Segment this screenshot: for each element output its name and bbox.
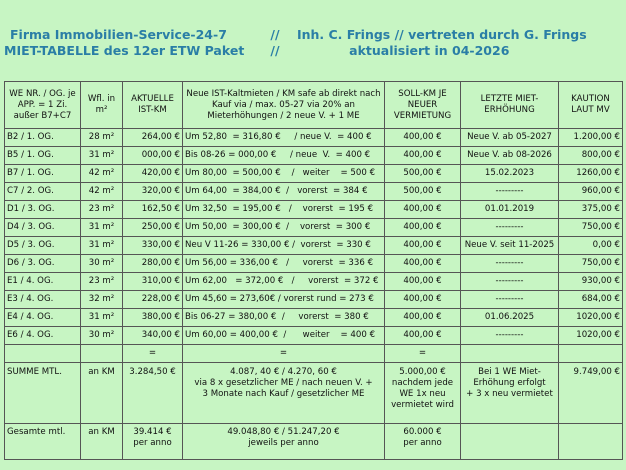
- col-header-current-rent: AKTUELLE IST-KM: [123, 82, 183, 129]
- cell-unit: C7 / 2. OG.: [5, 183, 81, 201]
- cell-unit: B5 / 1. OG.: [5, 147, 81, 165]
- cell-last-increase: ---------: [461, 273, 559, 291]
- cell-deposit: 0,00 €: [559, 237, 623, 255]
- cell-new-rent: Um 45,60 = 273,60€ / vorerst rund = 273 €: [183, 291, 385, 309]
- cell-area: 31 m²: [81, 309, 123, 327]
- cell-target-rent: 400,00 €: [385, 219, 461, 237]
- cell-deposit: 1020,00 €: [559, 309, 623, 327]
- cell-new-rent: Um 62,00 = 372,00 € / vorerst = 372 €: [183, 273, 385, 291]
- cell-area: 30 m²: [81, 327, 123, 345]
- cell-last-increase: 15.02.2023: [461, 165, 559, 183]
- cell-target-rent: 500,00 €: [385, 183, 461, 201]
- cell-last-increase: Neue V. ab 08-2026: [461, 147, 559, 165]
- col-header-area: Wfl. in m²: [81, 82, 123, 129]
- cell-new-rent: Um 52,80 = 316,80 € / neue V. = 400 €: [183, 129, 385, 147]
- cell-new-rent: Um 80,00 = 500,00 € / weiter = 500 €: [183, 165, 385, 183]
- cell-unit: B7 / 1. OG.: [5, 165, 81, 183]
- summary-label: SUMME MTL.: [5, 363, 81, 424]
- cell-deposit: 800,00 €: [559, 147, 623, 165]
- cell-unit: D1 / 3. OG.: [5, 201, 81, 219]
- cell-new-rent: Um 64,00 = 384,00 € / vorerst = 384 €: [183, 183, 385, 201]
- header-line-title: MIET-TABELLE des 12er ETW Paket // aktualisiert in 04-2026: [4, 43, 510, 58]
- cell-target-rent: 400,00 €: [385, 327, 461, 345]
- cell-current-rent: 264,00 €: [123, 129, 183, 147]
- table-row: [5, 291, 623, 309]
- cell-deposit: 960,00 €: [559, 183, 623, 201]
- cell-area: 42 m²: [81, 183, 123, 201]
- cell-target-rent: 400,00 €: [385, 201, 461, 219]
- cell-deposit: 1.200,00 €: [559, 129, 623, 147]
- rent-table: [4, 81, 623, 460]
- table-row: [5, 201, 623, 219]
- cell-area: 23 m²: [81, 273, 123, 291]
- cell-target-rent: 400,00 €: [385, 291, 461, 309]
- cell-deposit: 1260,00 €: [559, 165, 623, 183]
- cell-target-rent: 400,00 €: [385, 255, 461, 273]
- cell-current-rent: 228,00 €: [123, 291, 183, 309]
- cell-new-rent: Um 60,00 = 400,00 € / weiter = 400 €: [183, 327, 385, 345]
- cell-area: 31 m²: [81, 219, 123, 237]
- cell-last-increase: ---------: [461, 291, 559, 309]
- cell-last-increase: 01.01.2019: [461, 201, 559, 219]
- cell-current-rent: 280,00 €: [123, 255, 183, 273]
- cell-deposit: 1020,00 €: [559, 327, 623, 345]
- col-header-unit: WE NR. / OG. je APP. = 1 Zi. außer B7+C7: [5, 82, 81, 129]
- table-row: [5, 273, 623, 291]
- empty-cell: [81, 345, 123, 363]
- cell-area: 42 m²: [81, 165, 123, 183]
- equals-row: [5, 345, 623, 363]
- cell-new-rent: Um 32,50 = 195,00 € / vorerst = 195 €: [183, 201, 385, 219]
- summary-label: Gesamte mtl.: [5, 424, 81, 460]
- cell-unit: E3 / 4. OG.: [5, 291, 81, 309]
- cell-current-rent: 320,00 €: [123, 183, 183, 201]
- cell-new-rent: Bis 06-27 = 380,00 € / vorerst = 380 €: [183, 309, 385, 327]
- cell-target-rent: 500,00 €: [385, 165, 461, 183]
- cell-area: 30 m²: [81, 255, 123, 273]
- summary-current-rent: 3.284,50 €: [123, 363, 183, 424]
- cell-last-increase: ---------: [461, 327, 559, 345]
- cell-current-rent: 330,00 €: [123, 237, 183, 255]
- cell-area: 32 m²: [81, 291, 123, 309]
- cell-unit: D4 / 3. OG.: [5, 219, 81, 237]
- table-row: [5, 255, 623, 273]
- table-row: [5, 309, 623, 327]
- cell-unit: E1 / 4. OG.: [5, 273, 81, 291]
- cell-current-rent: 340,00 €: [123, 327, 183, 345]
- cell-unit: E4 / 4. OG.: [5, 309, 81, 327]
- cell-deposit: 375,00 €: [559, 201, 623, 219]
- summary-deposit: 9.749,00 €: [559, 363, 623, 424]
- cell-unit: D5 / 3. OG.: [5, 237, 81, 255]
- cell-last-increase: ---------: [461, 219, 559, 237]
- cell-new-rent: Bis 08-26 = 000,00 € / neue V. = 400 €: [183, 147, 385, 165]
- summary-deposit: [559, 424, 623, 460]
- cell-current-rent: 000,00 €: [123, 147, 183, 165]
- cell-unit: E6 / 4. OG.: [5, 327, 81, 345]
- table-row: [5, 147, 623, 165]
- cell-deposit: 930,00 €: [559, 273, 623, 291]
- cell-current-rent: 162,50 €: [123, 201, 183, 219]
- cell-current-rent: 420,00 €: [123, 165, 183, 183]
- summary-new-rent: 4.087, 40 € / 4.270, 60 € via 8 x gesetzlicher ME / nach neuen V. + 3 Monate nach Kauf / gesetzlicher ME: [183, 363, 385, 424]
- summary-unit: an KM: [81, 363, 123, 424]
- cell-current-rent: 380,00 €: [123, 309, 183, 327]
- sum-row: [5, 363, 623, 424]
- summary-target-rent: 5.000,00 € nachdem jede WE 1x neu vermietet wird: [385, 363, 461, 424]
- cell-current-rent: 310,00 €: [123, 273, 183, 291]
- summary-target-rent: 60.000 € per anno: [385, 424, 461, 460]
- table-header-row: [5, 82, 623, 129]
- table-row: [5, 183, 623, 201]
- summary-new-rent: 49.048,80 € / 51.247,20 € jeweils per anno: [183, 424, 385, 460]
- cell-last-increase: 01.06.2025: [461, 309, 559, 327]
- header-line-company: Firma Immobilien-Service-24-7 // Inh. C. Frings // vertreten durch G. Frings: [10, 27, 587, 42]
- cell-unit: B2 / 1. OG.: [5, 129, 81, 147]
- cell-last-increase: Neue V. ab 05-2027: [461, 129, 559, 147]
- total-row: [5, 424, 623, 460]
- cell-target-rent: 400,00 €: [385, 309, 461, 327]
- equals-sign: =: [385, 345, 461, 363]
- cell-area: 23 m²: [81, 201, 123, 219]
- cell-area: 31 m²: [81, 237, 123, 255]
- col-header-deposit: KAUTION LAUT MV: [559, 82, 623, 129]
- cell-area: 28 m²: [81, 129, 123, 147]
- cell-target-rent: 400,00 €: [385, 273, 461, 291]
- cell-area: 31 m²: [81, 147, 123, 165]
- col-header-last-increase: LETZTE MIET-ERHÖHUNG: [461, 82, 559, 129]
- equals-sign: =: [183, 345, 385, 363]
- cell-new-rent: Um 50,00 = 300,00 € / vorerst = 300 €: [183, 219, 385, 237]
- summary-increase-note: [461, 424, 559, 460]
- table-row: [5, 129, 623, 147]
- cell-target-rent: 400,00 €: [385, 129, 461, 147]
- empty-cell: [5, 345, 81, 363]
- table-row: [5, 327, 623, 345]
- table-row: [5, 165, 623, 183]
- summary-increase-note: Bei 1 WE Miet- Erhöhung erfolgt + 3 x neu vermietet: [461, 363, 559, 424]
- summary-current-rent: 39.414 € per anno: [123, 424, 183, 460]
- col-header-target-rent: SOLL-KM JE NEUER VERMIETUNG: [385, 82, 461, 129]
- cell-deposit: 750,00 €: [559, 255, 623, 273]
- empty-cell: [461, 345, 559, 363]
- cell-target-rent: 400,00 €: [385, 237, 461, 255]
- summary-unit: an KM: [81, 424, 123, 460]
- empty-cell: [559, 345, 623, 363]
- col-header-new-rent: Neue IST-Kaltmieten / KM safe ab direkt nach Kauf via / max. 05-27 via 20% an Mieterhöhungen / 2 neue V. + 1 ME: [183, 82, 385, 129]
- cell-deposit: 684,00 €: [559, 291, 623, 309]
- cell-last-increase: ---------: [461, 255, 559, 273]
- cell-new-rent: Um 56,00 = 336,00 € / vorerst = 336 €: [183, 255, 385, 273]
- cell-new-rent: Neu V 11-26 = 330,00 € / vorerst = 330 €: [183, 237, 385, 255]
- equals-sign: =: [123, 345, 183, 363]
- cell-current-rent: 250,00 €: [123, 219, 183, 237]
- cell-target-rent: 400,00 €: [385, 147, 461, 165]
- cell-last-increase: ---------: [461, 183, 559, 201]
- cell-deposit: 750,00 €: [559, 219, 623, 237]
- table-row: [5, 219, 623, 237]
- cell-last-increase: Neue V. seit 11-2025: [461, 237, 559, 255]
- cell-unit: D6 / 3. OG.: [5, 255, 81, 273]
- table-row: [5, 237, 623, 255]
